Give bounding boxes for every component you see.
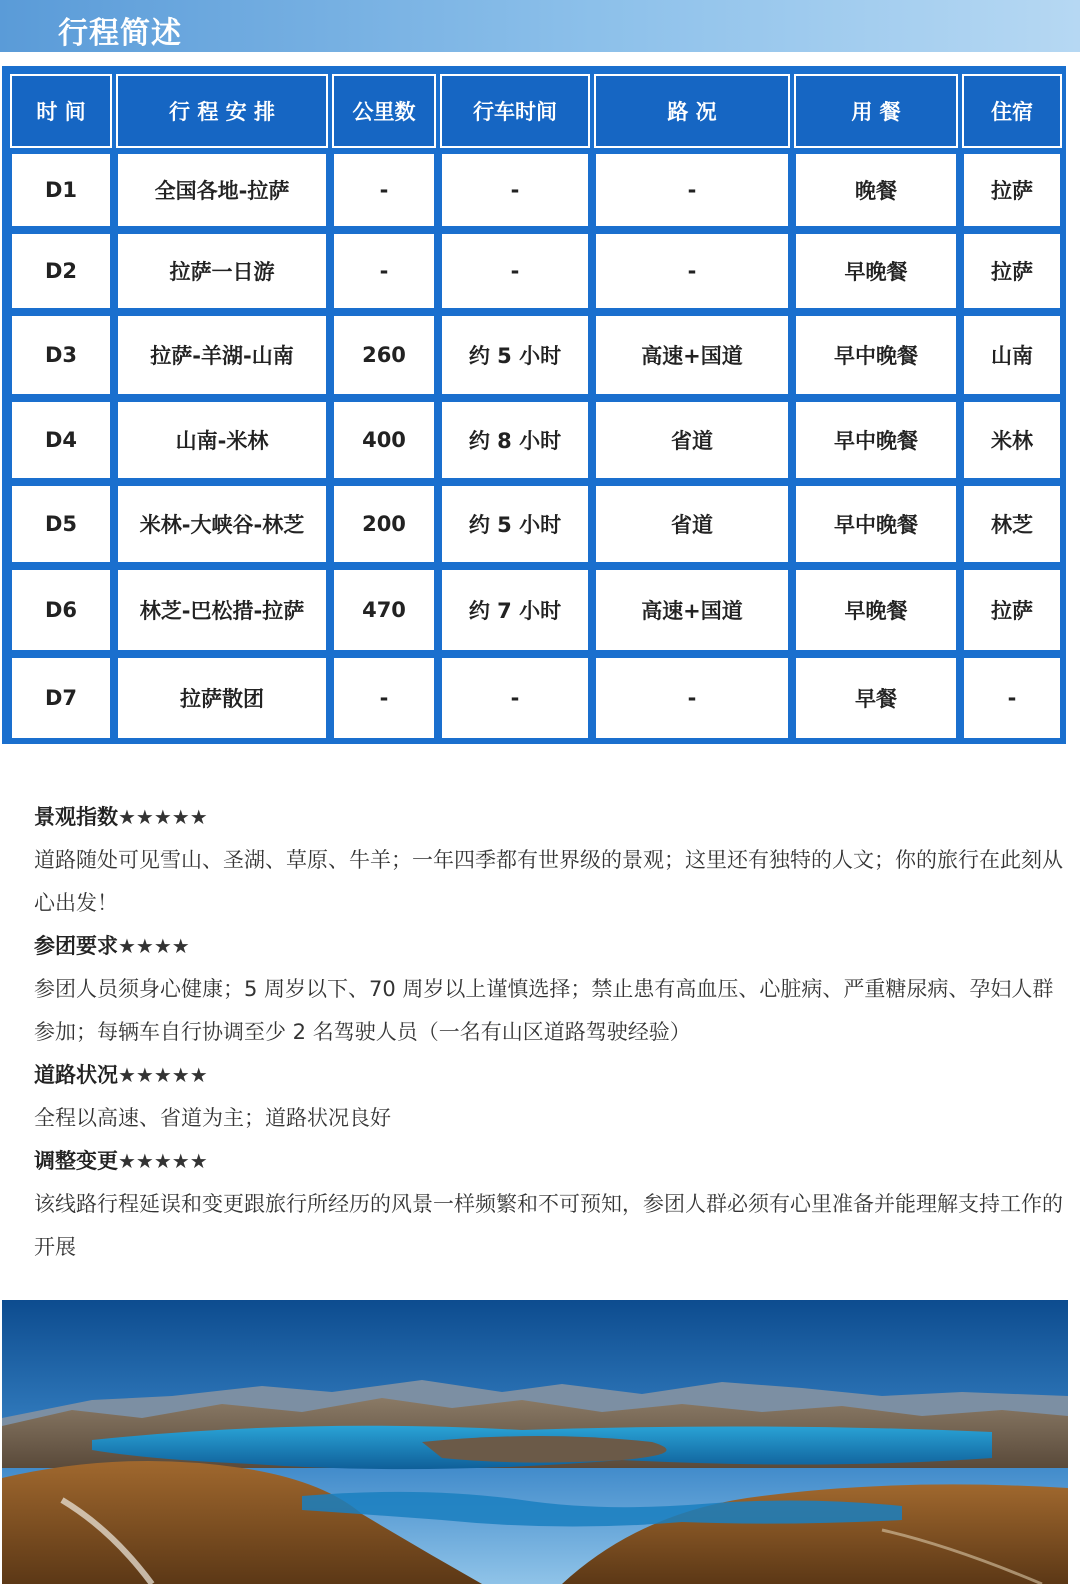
note-requirements: [34, 925, 1068, 968]
column-header-drive-time: 行车时间: [440, 74, 590, 148]
table-row: [10, 568, 1062, 652]
table-cell: 山南-米林: [116, 400, 328, 480]
note-text: 全程以高速、省道为主；道路状况良好: [34, 1106, 391, 1130]
table-cell: 早餐: [794, 656, 958, 740]
table-cell: 早中晚餐: [794, 400, 958, 480]
page-title: 行程简述: [58, 16, 182, 51]
star-rating: ★★★★★: [118, 1063, 208, 1087]
table-cell: 米林-大峡谷-林芝: [116, 484, 328, 564]
table-cell: 约 8 小时: [440, 400, 590, 480]
table-cell: 米林: [962, 400, 1062, 480]
table-cell: D2: [10, 232, 112, 310]
table-cell: -: [440, 656, 590, 740]
table-cell: -: [332, 152, 436, 228]
table-cell: 省道: [594, 400, 790, 480]
table-cell: -: [962, 656, 1062, 740]
table-row: [10, 232, 1062, 310]
table-cell: 拉萨: [962, 232, 1062, 310]
note-text: 道路随处可见雪山、圣湖、草原、牛羊；一年四季都有世界级的景观；这里还有独特的人文；你的旅行在此刻从心出发！: [34, 848, 1063, 915]
table-cell: -: [332, 232, 436, 310]
table-cell: 省道: [594, 484, 790, 564]
note-text: 该线路行程延误和变更跟旅行所经历的风景一样频繁和不可预知，参团人群必须有心里准备并能理解支持工作的开展: [34, 1192, 1063, 1259]
table-cell: 拉萨: [962, 568, 1062, 652]
star-rating: ★★★★★: [118, 1149, 208, 1173]
table-row: [10, 484, 1062, 564]
note-text: 参团人员须身心健康；5 周岁以下、70 周岁以上谨慎选择；禁止患有高血压、心脏病、严重糖尿病、孕妇人群参加；每辆车自行协调至少 2 名驾驶人员（一名有山区道路驾驶经验）: [34, 977, 1054, 1044]
note-title: 调整变更: [34, 1149, 118, 1173]
table-cell: D3: [10, 314, 112, 396]
section-title-bar: [0, 0, 1080, 52]
table-row: [10, 656, 1062, 740]
table-cell: 约 7 小时: [440, 568, 590, 652]
table-cell: -: [332, 656, 436, 740]
table-cell: 约 5 小时: [440, 484, 590, 564]
table-cell: D7: [10, 656, 112, 740]
column-header-schedule: 行 程 安 排: [116, 74, 328, 148]
table-cell: D5: [10, 484, 112, 564]
landscape-photo: [2, 1300, 1068, 1584]
column-header-meals: 用 餐: [794, 74, 958, 148]
table-cell: 260: [332, 314, 436, 396]
table-cell: 拉萨散团: [116, 656, 328, 740]
note-title: 参团要求: [34, 934, 118, 958]
mountain-lake-landscape-icon: [2, 1300, 1068, 1584]
table-header-row: [10, 74, 1062, 148]
column-header-lodging: 住宿: [962, 74, 1062, 148]
star-rating: ★★★★★: [118, 805, 208, 829]
trip-notes: [34, 796, 1068, 1269]
table-cell: 470: [332, 568, 436, 652]
star-rating: ★★★★: [118, 934, 190, 958]
column-header-road: 路 况: [594, 74, 790, 148]
note-title: 景观指数: [34, 805, 118, 829]
table-cell: 全国各地-拉萨: [116, 152, 328, 228]
table-cell: 早晚餐: [794, 568, 958, 652]
table-row: [10, 314, 1062, 396]
table-cell: -: [440, 232, 590, 310]
table-cell: 晚餐: [794, 152, 958, 228]
note-title: 道路状况: [34, 1063, 118, 1087]
table-cell: 拉萨: [962, 152, 1062, 228]
note-changes: [34, 1140, 1068, 1183]
table-row: [10, 152, 1062, 228]
note-road-conditions: [34, 1054, 1068, 1097]
table-cell: 早中晚餐: [794, 314, 958, 396]
itinerary-table: [6, 70, 1066, 744]
note-scenery: [34, 796, 1068, 839]
table-cell: 200: [332, 484, 436, 564]
table-cell: 林芝: [962, 484, 1062, 564]
table-cell: 拉萨一日游: [116, 232, 328, 310]
table-cell: 林芝-巴松措-拉萨: [116, 568, 328, 652]
table-cell: 早中晚餐: [794, 484, 958, 564]
table-cell: -: [440, 152, 590, 228]
table-cell: 高速+国道: [594, 568, 790, 652]
table-cell: 400: [332, 400, 436, 480]
table-cell: 约 5 小时: [440, 314, 590, 396]
column-header-distance: 公里数: [332, 74, 436, 148]
table-cell: 山南: [962, 314, 1062, 396]
table-cell: D4: [10, 400, 112, 480]
table-cell: -: [594, 656, 790, 740]
table-cell: D6: [10, 568, 112, 652]
table-cell: 高速+国道: [594, 314, 790, 396]
table-cell: 早晚餐: [794, 232, 958, 310]
column-header-time: 时 间: [10, 74, 112, 148]
itinerary-table-frame: [2, 66, 1066, 744]
table-cell: -: [594, 232, 790, 310]
table-row: [10, 400, 1062, 480]
table-cell: -: [594, 152, 790, 228]
table-cell: 拉萨-羊湖-山南: [116, 314, 328, 396]
table-cell: D1: [10, 152, 112, 228]
